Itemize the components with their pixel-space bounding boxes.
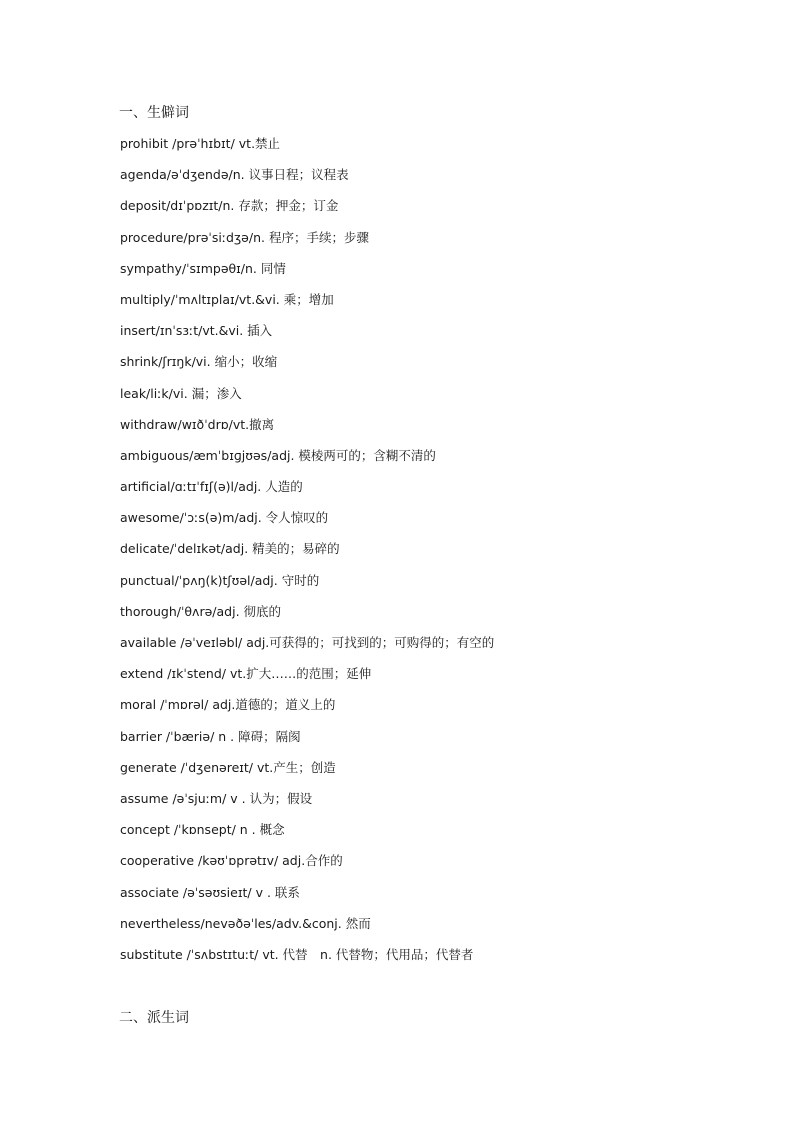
vocabulary-entry-text: multiply/ˈmʌltɪplaɪ/vt.&vi. 乘；增加 <box>120 291 334 307</box>
vocabulary-entry <box>120 197 494 228</box>
vocabulary-entry-text: moral /ˈmɒrəl/ adj.道德的；道义上的 <box>120 697 336 713</box>
vocabulary-entry <box>120 915 494 946</box>
vocabulary-entry <box>120 572 494 603</box>
section-heading-derived-words: 二、派生词 <box>119 1010 189 1026</box>
vocabulary-entry-text: ambiguous/æmˈbɪɡjʊəs/adj. 模棱两可的；含糊不清的 <box>120 447 436 463</box>
vocabulary-entry-text: agenda/əˈdʒendə/n. 议事日程；议程表 <box>120 167 349 183</box>
vocabulary-entry <box>120 852 494 883</box>
vocabulary-entry <box>120 821 494 852</box>
vocabulary-list <box>120 135 494 977</box>
vocabulary-entry-text: thorough/ˈθʌrə/adj. 彻底的 <box>120 603 282 619</box>
vocabulary-entry <box>120 260 494 291</box>
vocabulary-entry-text: associate /əˈsəʊsieɪt/ v . 联系 <box>120 884 300 900</box>
vocabulary-entry-text: delicate/ˈdelɪkət/adj. 精美的；易碎的 <box>120 541 340 557</box>
vocabulary-entry <box>120 790 494 821</box>
vocabulary-entry <box>120 696 494 727</box>
section-heading-rare-words: 一、生僻词 <box>119 105 189 121</box>
vocabulary-entry-text: leak/liːk/vi. 漏；渗入 <box>120 385 242 401</box>
vocabulary-entry-text: awesome/ˈɔːs(ə)m/adj. 令人惊叹的 <box>120 510 329 526</box>
vocabulary-entry <box>120 509 494 540</box>
vocabulary-entry <box>120 884 494 915</box>
vocabulary-entry-text: generate /ˈdʒenəreɪt/ vt.产生；创造 <box>120 759 336 775</box>
vocabulary-entry-text: shrink/ʃrɪŋk/vi. 缩小；收缩 <box>120 354 278 370</box>
vocabulary-entry-text: deposit/dɪˈpɒzɪt/n. 存款；押金；订金 <box>120 198 339 214</box>
vocabulary-entry-text: extend /ɪkˈstend/ vt.扩大……的范围；延伸 <box>120 666 372 682</box>
vocabulary-entry <box>120 291 494 322</box>
vocabulary-entry <box>120 478 494 509</box>
vocabulary-entry <box>120 166 494 197</box>
vocabulary-entry-text: cooperative /kəʊˈɒprətɪv/ adj.合作的 <box>120 853 343 869</box>
vocabulary-entry <box>120 540 494 571</box>
vocabulary-entry <box>120 603 494 634</box>
vocabulary-entry-text: assume /əˈsjuːm/ v . 认为；假设 <box>120 790 313 806</box>
vocabulary-entry <box>120 229 494 260</box>
vocabulary-entry <box>120 759 494 790</box>
vocabulary-entry <box>120 634 494 665</box>
vocabulary-entry <box>120 135 494 166</box>
vocabulary-entry <box>120 665 494 696</box>
vocabulary-entry-text: substitute /ˈsʌbstɪtuːt/ vt. 代替 n. 代替物；代用品；代替者 <box>120 946 474 962</box>
vocabulary-entry-text: barrier /ˈbæriə/ n . 障碍；隔阂 <box>120 728 301 744</box>
vocabulary-entry <box>120 322 494 353</box>
vocabulary-entry-text: available /əˈveɪləbl/ adj.可获得的；可找到的；可购得的；有空的 <box>120 635 495 650</box>
vocabulary-entry <box>120 416 494 447</box>
vocabulary-entry-text: insert/ɪnˈsɜːt/vt.&vi. 插入 <box>120 323 273 339</box>
vocabulary-entry <box>120 353 494 384</box>
vocabulary-entry <box>120 385 494 416</box>
vocabulary-entry-text: concept /ˈkɒnsept/ n . 概念 <box>120 822 285 838</box>
vocabulary-entry <box>120 728 494 759</box>
vocabulary-entry-text: artificial/ɑːtɪˈfɪʃ(ə)l/adj. 人造的 <box>120 479 303 495</box>
vocabulary-entry-text: withdraw/wɪðˈdrɒ/vt.撤离 <box>120 416 275 432</box>
vocabulary-entry-text: procedure/prəˈsiːdʒə/n. 程序；手续；步骤 <box>120 229 369 245</box>
vocabulary-entry-text: prohibit /prəˈhɪbɪt/ vt.禁止 <box>120 136 281 151</box>
vocabulary-entry <box>120 447 494 478</box>
vocabulary-entry-text: nevertheless/nevəðəˈles/adv.&conj. 然而 <box>120 915 371 931</box>
vocabulary-entry-text: sympathy/ˈsɪmpəθɪ/n. 同情 <box>120 260 286 276</box>
vocabulary-entry-text: punctual/ˈpʌŋ(k)tʃʊəl/adj. 守时的 <box>120 572 320 588</box>
vocabulary-entry <box>120 946 494 977</box>
